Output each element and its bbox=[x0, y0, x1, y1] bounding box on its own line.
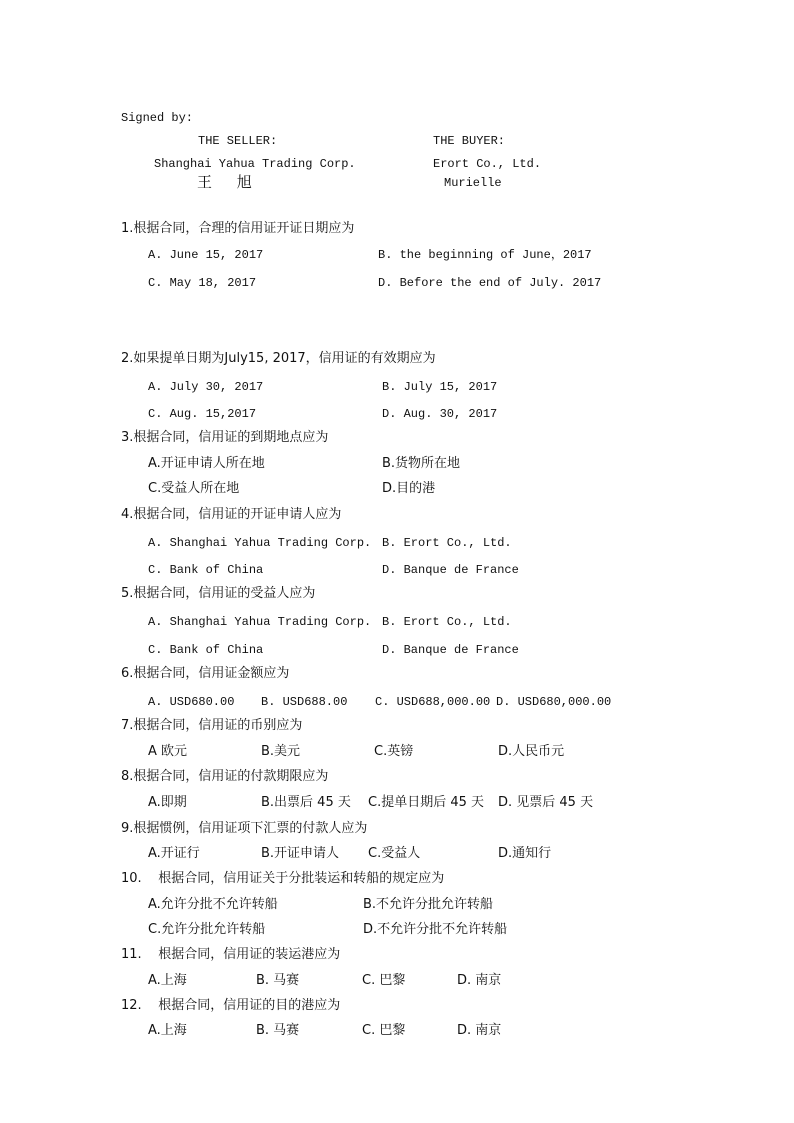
option-7b: B.美元 bbox=[261, 744, 301, 759]
option-6d: D. USD680,000.00 bbox=[496, 695, 612, 709]
option-1c: C. May 18, 2017 bbox=[148, 276, 257, 290]
option-8c: C.提单日期后 45 天 bbox=[368, 795, 485, 810]
seller-label: THE SELLER: bbox=[198, 134, 278, 148]
option-6c: C. USD688,000.00 bbox=[375, 695, 491, 709]
option-5c: C. Bank of China bbox=[148, 643, 264, 657]
option-2b: B. July 15, 2017 bbox=[382, 380, 498, 394]
option-4b: B. Erort Co., Ltd. bbox=[382, 536, 512, 550]
option-3c: C.受益人所在地 bbox=[148, 481, 240, 496]
option-2d: D. Aug. 30, 2017 bbox=[382, 407, 498, 421]
question-3: 3.根据合同，信用证的到期地点应为 bbox=[121, 430, 329, 445]
seller-signature: 王 旭 bbox=[197, 173, 262, 191]
option-12d: D. 南京 bbox=[457, 1023, 502, 1038]
option-8d: D. 见票后 45 天 bbox=[498, 795, 594, 810]
option-7c: C.英镑 bbox=[374, 744, 414, 759]
option-3d: D.目的港 bbox=[382, 481, 436, 496]
question-1: 1.根据合同，合理的信用证开证日期应为 bbox=[121, 221, 355, 236]
question-4: 4.根据合同，信用证的开证申请人应为 bbox=[121, 507, 342, 522]
option-9b: B.开证申请人 bbox=[261, 846, 340, 861]
question-10: 10. 根据合同，信用证关于分批装运和转船的规定应为 bbox=[121, 871, 445, 886]
option-5d: D. Banque de France bbox=[382, 643, 519, 657]
buyer-signature: Murielle bbox=[444, 176, 502, 190]
option-12c: C. 巴黎 bbox=[362, 1023, 406, 1038]
option-7d: D.人民币元 bbox=[498, 744, 565, 759]
option-8a: A.即期 bbox=[148, 795, 187, 810]
option-6a: A. USD680.00 bbox=[148, 695, 235, 709]
option-6b: B. USD688.00 bbox=[261, 695, 348, 709]
option-10d: D.不允许分批不允许转船 bbox=[363, 922, 508, 937]
option-5a: A. Shanghai Yahua Trading Corp. bbox=[148, 615, 372, 629]
option-4c: C. Bank of China bbox=[148, 563, 264, 577]
question-12: 12. 根据合同，信用证的目的港应为 bbox=[121, 998, 341, 1013]
question-8: 8.根据合同，信用证的付款期限应为 bbox=[121, 769, 329, 784]
option-8b: B.出票后 45 天 bbox=[261, 795, 351, 810]
option-1a: A. June 15, 2017 bbox=[148, 248, 264, 262]
option-4a: A. Shanghai Yahua Trading Corp. bbox=[148, 536, 372, 550]
option-12a: A.上海 bbox=[148, 1023, 187, 1038]
signed-by-label: Signed by: bbox=[121, 111, 194, 125]
question-5: 5.根据合同，信用证的受益人应为 bbox=[121, 586, 316, 601]
seller-name: Shanghai Yahua Trading Corp. bbox=[154, 157, 356, 171]
buyer-label: THE BUYER: bbox=[433, 134, 506, 148]
question-7: 7.根据合同，信用证的币别应为 bbox=[121, 718, 303, 733]
option-7a: A 欧元 bbox=[148, 744, 188, 759]
option-2a: A. July 30, 2017 bbox=[148, 380, 264, 394]
question-9: 9.根据惯例，信用证项下汇票的付款人应为 bbox=[121, 821, 368, 836]
buyer-name: Erort Co., Ltd. bbox=[433, 157, 542, 171]
option-4d: D. Banque de France bbox=[382, 563, 519, 577]
question-2: 2.如果提单日期为July15, 2017，信用证的有效期应为 bbox=[121, 351, 436, 366]
option-12b: B. 马赛 bbox=[256, 1023, 300, 1038]
option-9c: C.受益人 bbox=[368, 846, 421, 861]
option-11b: B. 马赛 bbox=[256, 973, 300, 988]
option-5b: B. Erort Co., Ltd. bbox=[382, 615, 512, 629]
option-9d: D.通知行 bbox=[498, 846, 552, 861]
option-10a: A.允许分批不允许转船 bbox=[148, 897, 278, 912]
question-11: 11. 根据合同，信用证的装运港应为 bbox=[121, 947, 341, 962]
option-3b: B.货物所在地 bbox=[382, 456, 461, 471]
option-2c: C. Aug. 15,2017 bbox=[148, 407, 257, 421]
option-11a: A.上海 bbox=[148, 973, 187, 988]
option-3a: A.开证申请人所在地 bbox=[148, 456, 265, 471]
option-10b: B.不允许分批允许转船 bbox=[363, 897, 494, 912]
question-6: 6.根据合同，信用证金额应为 bbox=[121, 666, 290, 681]
option-1b: B. the beginning of June，2017 bbox=[378, 248, 592, 262]
option-10c: C.允许分批允许转船 bbox=[148, 922, 266, 937]
option-1d: D. Before the end of July. 2017 bbox=[378, 276, 602, 290]
option-11d: D. 南京 bbox=[457, 973, 502, 988]
option-11c: C. 巴黎 bbox=[362, 973, 406, 988]
option-9a: A.开证行 bbox=[148, 846, 200, 861]
